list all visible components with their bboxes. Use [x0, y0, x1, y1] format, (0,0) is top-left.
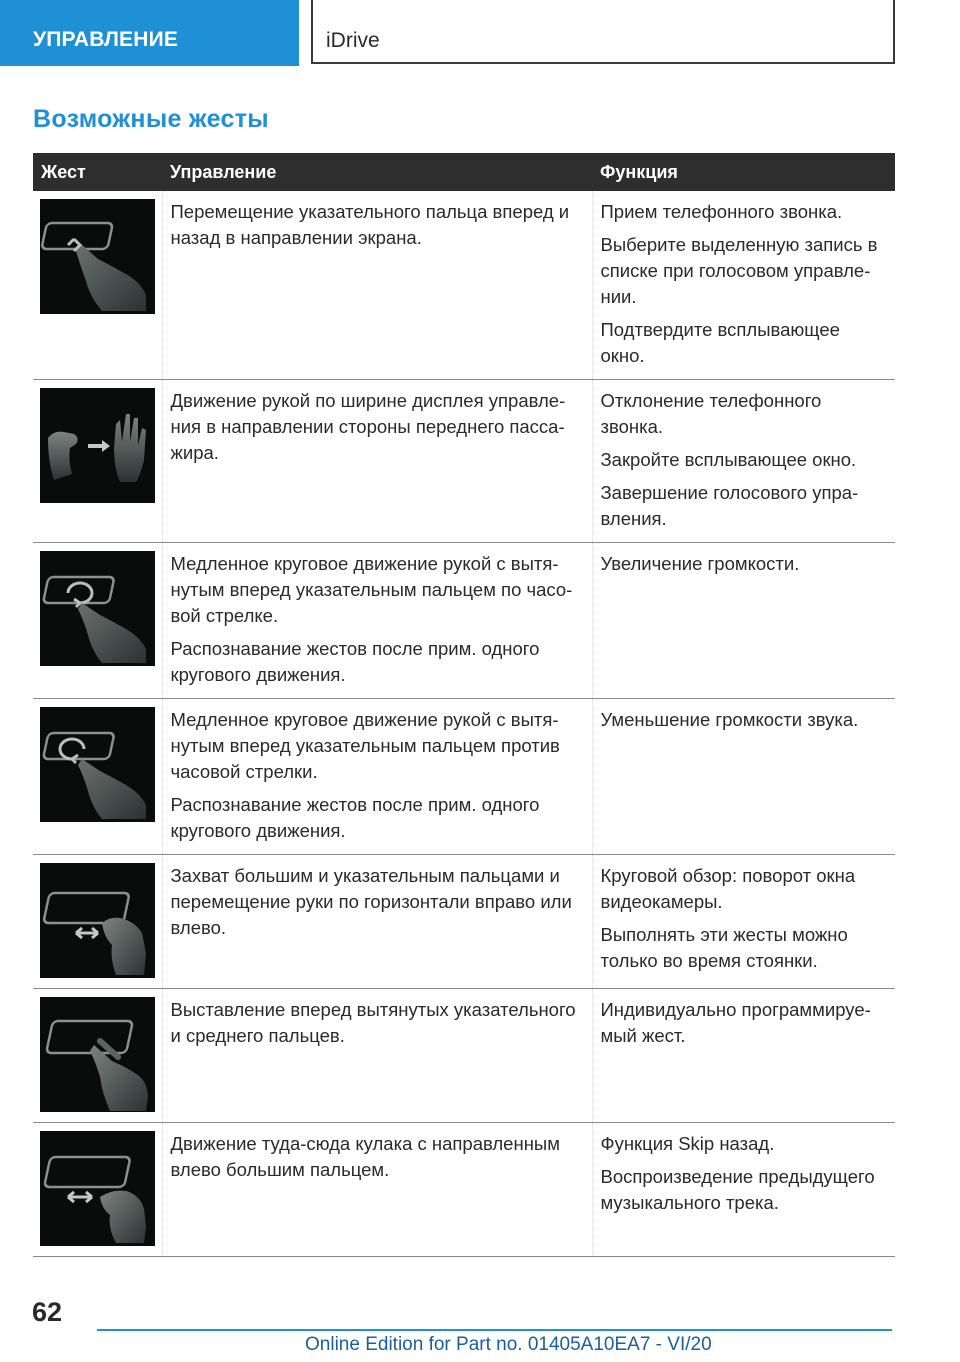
control-text: Медленное круговое движение рукой с вытя-нутым вперед указательным пальцем против часовой стрелки. [170, 709, 560, 782]
control-text: Распознавание жестов после прим. одного кругового движения. [170, 794, 540, 841]
table-header-row [33, 153, 895, 191]
section-tab: УПРАВЛЕНИЕ [0, 0, 299, 66]
footer-edition-text: Online Edition for Part no. 01405A10EA7 - VI/20 [305, 1334, 712, 1355]
function-text: Подтвердите всплывающее окно. [600, 319, 840, 366]
page-number: 62 [32, 1297, 63, 1327]
function-cell [592, 543, 895, 699]
chapter-title: iDrive [311, 0, 895, 64]
gestures-table [33, 153, 895, 1257]
control-cell [162, 380, 592, 543]
control-text: Движение туда-сюда кулака с направленным влево большим пальцем. [170, 1133, 560, 1180]
page-header [0, 0, 960, 66]
finger-circle-clockwise-gesture-icon [40, 551, 155, 666]
function-text: Прием телефонного звонка. [600, 201, 843, 222]
function-cell [592, 380, 895, 543]
function-cell [592, 989, 895, 1123]
pinch-move-horizontal-gesture-icon [40, 863, 155, 978]
fist-thumb-swipe-gesture-icon [40, 1131, 155, 1246]
function-text: Функция Skip назад. [600, 1133, 775, 1154]
function-text: Выполнять эти жесты можно только во время стоянки. [600, 924, 848, 971]
table-row [33, 543, 895, 699]
function-cell [592, 855, 895, 989]
function-text: Увеличение громкости. [600, 553, 800, 574]
table-row [33, 191, 895, 380]
function-text: Круговой обзор: поворот окна видеокамеры. [600, 865, 856, 912]
table-row [33, 855, 895, 989]
function-cell [592, 191, 895, 380]
function-text: Завершение голосового упра-вления. [600, 482, 859, 529]
gesture-cell [33, 989, 162, 1123]
function-text: Отклонение телефонного звонка. [600, 390, 822, 437]
gesture-cell [33, 380, 162, 543]
table-row [33, 1123, 895, 1257]
table-row [33, 989, 895, 1123]
control-text: Медленное круговое движение рукой с вытя-нутым вперед указательным пальцем по часо-вой стрелке. [170, 553, 573, 626]
column-header-function: Функция [592, 153, 895, 191]
function-text: Воспроизведение предыдущего музыкального трека. [600, 1166, 875, 1213]
function-cell [592, 1123, 895, 1257]
column-header-gesture: Жест [33, 153, 162, 191]
control-text: Захват большим и указательным пальцами и перемещение руки по горизонтали вправо или влево. [170, 865, 572, 938]
gesture-cell [33, 1123, 162, 1257]
gesture-cell [33, 699, 162, 855]
function-cell [592, 699, 895, 855]
column-header-control: Управление [162, 153, 592, 191]
control-text: Выставление вперед вытянутых указательного и среднего пальцев. [170, 999, 576, 1046]
hand-swipe-right-gesture-icon [40, 388, 155, 503]
control-cell [162, 855, 592, 989]
table-row [33, 380, 895, 543]
function-text: Выберите выделенную запись в списке при голосовом управле-нии. [600, 234, 878, 307]
table-row [33, 699, 895, 855]
gesture-cell [33, 543, 162, 699]
footer-divider [97, 1329, 892, 1331]
control-cell [162, 699, 592, 855]
control-cell [162, 191, 592, 380]
finger-circle-counterclockwise-gesture-icon [40, 707, 155, 822]
control-text: Движение рукой по ширине дисплея управле-ния в направлении стороны переднего пасса-жира. [170, 390, 566, 463]
function-text: Уменьшение громкости звука. [600, 709, 859, 730]
control-cell [162, 989, 592, 1123]
gesture-cell [33, 855, 162, 989]
function-text: Индивидуально программируе-мый жест. [600, 999, 871, 1046]
page-title: Возможные жесты [33, 105, 269, 133]
function-text: Закройте всплывающее окно. [600, 449, 857, 470]
control-text: Распознавание жестов после прим. одного кругового движения. [170, 638, 540, 685]
two-fingers-point-gesture-icon [40, 997, 155, 1112]
control-cell [162, 1123, 592, 1257]
finger-tap-forward-gesture-icon [40, 199, 155, 314]
control-text: Перемещение указательного пальца вперед и назад в направлении экрана. [170, 201, 570, 248]
gesture-cell [33, 191, 162, 380]
control-cell [162, 543, 592, 699]
